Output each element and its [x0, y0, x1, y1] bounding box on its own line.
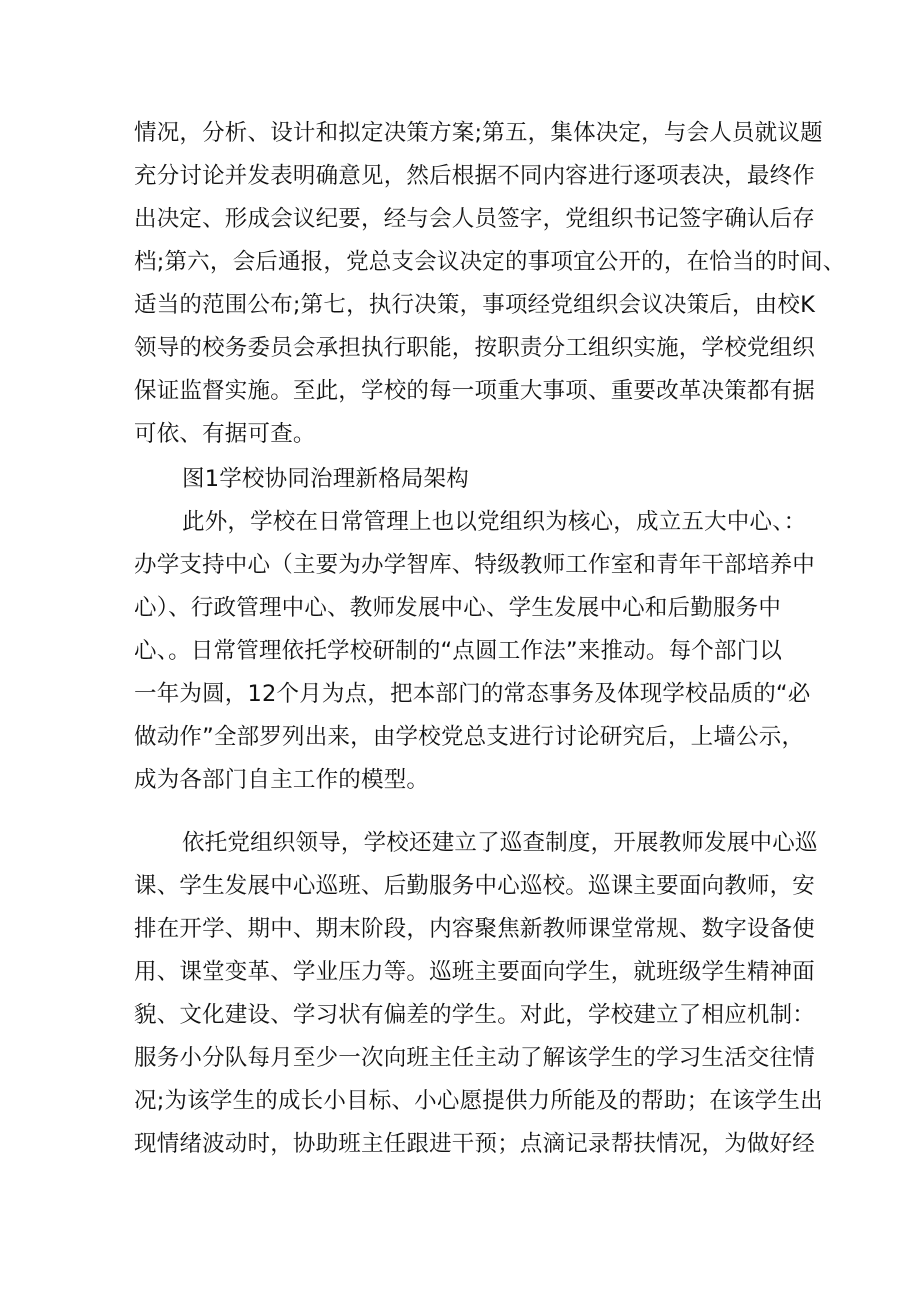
- paragraph-2-line-1: 此外，学校在日常管理上也以党组织为核心，成立五大中心、：: [182, 509, 807, 535]
- paragraph-2-line-3: 心）、行政管理中心、教师发展中心、学生发展中心和后勤服务中: [134, 595, 782, 621]
- paragraph-3-line-3: 排在开学、期中、期末阶段，内容聚焦新教师课堂常规、数字设备使: [134, 916, 816, 942]
- paragraph-1-line-2: 充分讨论并发表明确意见，然后根据不同内容进行逐项表决，最终作: [134, 163, 816, 189]
- paragraph-2-line-4: 心、。日常管理依托学校研制的“点圆工作法”来推动。每个部门以: [134, 638, 783, 664]
- paragraph-1-line-4: 档;第六，会后通报，党总支会议决定的事项宜公开的，在恰当的时间、: [134, 249, 846, 275]
- paragraph-1-line-3: 出决定、形成会议纪要，经与会人员签字，党组织书记签字确认后存: [134, 206, 816, 232]
- paragraph-1-line-8: 可依、有据可查。: [134, 421, 316, 447]
- paragraph-3-line-7: 况;为该学生的成长小目标、小心愿提供力所能及的帮助；在该学生出: [134, 1088, 823, 1114]
- paragraph-3-line-1: 依托党组织领导，学校还建立了巡查制度，开展教师发展中心巡: [182, 830, 818, 856]
- paragraph-3-line-2: 课、学生发展中心巡班、后勤服务中心巡校。巡课主要面向教师，安: [134, 873, 816, 899]
- paragraph-1-line-1: 情况，分析、设计和拟定决策方案;第五，集体决定，与会人员就议题: [134, 120, 823, 146]
- paragraph-3-line-5: 貌、文化建设、学习状有偏差的学生。对此，学校建立了相应机制：: [134, 1002, 816, 1028]
- paragraph-3-line-4: 用、课堂变革、学业压力等。巡班主要面向学生，就班级学生精神面: [134, 959, 816, 985]
- paragraph-3-line-8: 现情绪波动时，协助班主任跟进干预；点滴记录帮扶情况，为做好经: [134, 1131, 816, 1157]
- figure-caption: 图1学校协同治理新格局架构: [182, 466, 469, 492]
- paragraph-2-line-6: 做动作”全部罗列出来，由学校党总支进行讨论研究后，上墙公示，: [134, 724, 805, 750]
- paragraph-1-line-5: 适当的范围公布;第七，执行决策，事项经党组织会议决策后，由校K: [134, 292, 816, 318]
- paragraph-2-line-2: 办学支持中心（主要为办学智库、特级教师工作室和青年干部培养中: [134, 552, 816, 578]
- paragraph-3-line-6: 服务小分队每月至少一次向班主任主动了解该学生的学习生活交往情: [134, 1045, 816, 1071]
- paragraph-2-line-5: 一年为圆，12个月为点，把本部门的常态事务及体现学校品质的“必: [134, 681, 811, 707]
- paragraph-1-line-7: 保证监督实施。至此，学校的每一项重大事项、重要改革决策都有据: [134, 378, 816, 404]
- paragraph-1-line-6: 领导的校务委员会承担执行职能，按职责分工组织实施，学校党组织: [134, 335, 816, 361]
- paragraph-2-line-7: 成为各部门自主工作的模型。: [134, 767, 430, 793]
